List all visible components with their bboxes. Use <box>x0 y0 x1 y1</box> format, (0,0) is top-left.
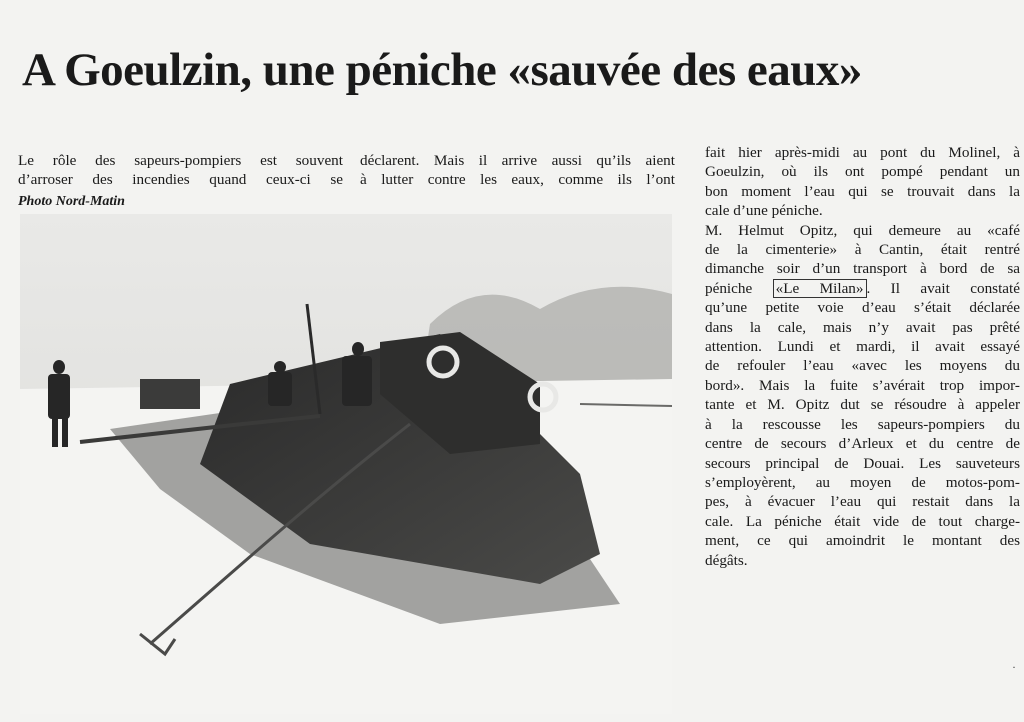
column-3-line: à la rescousse les sapeurs-pompiers du <box>705 415 1020 433</box>
column-3-line: qu’une petite voie d’eau s’était déclarée <box>705 299 1020 317</box>
article-column-1 <box>18 151 343 211</box>
column-3-line-part: péniche <box>705 279 753 297</box>
column-3-line: M. Helmut Opitz, qui demeure au «café <box>705 221 1020 239</box>
photo-credit: Photo Nord-Matin <box>18 193 125 209</box>
barge-name-box: «Le Milan» <box>773 279 867 298</box>
column-3-line: s’employèrent, au moyen de motos-pom- <box>705 473 1020 491</box>
column-3-line: dans la cale, mais n’y avait pas prêté <box>705 318 1020 336</box>
column-3-line: tante et M. Opitz dut se résoudre à appeler <box>705 396 1020 414</box>
column-3-line-boxed <box>705 279 1020 298</box>
column-3-line: ment, ce qui amoindrit le montant des <box>705 532 1020 550</box>
column-3-line: dimanche soir d’un transport à bord de sa <box>705 260 1020 278</box>
column-3-line: cale. La péniche était vide de tout charge- <box>705 512 1020 530</box>
photo-illustration <box>20 214 672 714</box>
headline: A Goeulzin, une péniche «sauvée des eaux» <box>22 44 862 97</box>
sinking-barge-photo <box>20 214 672 714</box>
column-3-line: de refouler l’eau «avec les moyens du <box>705 357 1020 375</box>
column-3-line: centre de secours d’Arleux et du centre de <box>705 435 1020 453</box>
column-3-line: Goeulzin, où ils ont pompé pendant un <box>705 163 1020 181</box>
column-3-line-part: . Il avait constaté <box>866 279 1021 297</box>
column-3-line: attention. Lundi et mardi, il avait essayé <box>705 338 1020 356</box>
column-2-line: déclarent. Mais il arrive aussi qu’ils aient <box>360 152 675 169</box>
column-3-line: fait hier après-midi au pont du Molinel, à <box>705 144 1020 161</box>
tugboat <box>140 379 200 409</box>
page-mark: · <box>1012 660 1016 674</box>
column-2-line: à lutter contre les eaux, comme ils l’ont <box>360 171 675 189</box>
column-3-line: cale d’une péniche. <box>705 202 823 220</box>
column-3-line: bon moment l’eau qui se trouvait dans la <box>705 182 1020 200</box>
column-3-line: dégâts. <box>705 551 748 569</box>
column-1-line: d’arroser des incendies quand ceux-ci se <box>18 171 343 189</box>
column-3-line: bord». Mais la fuite s’avérait trop impor- <box>705 376 1020 394</box>
article-column-3 <box>705 143 1020 570</box>
column-3-line: secours principal de Douai. Les sauveteurs <box>705 454 1020 472</box>
article-column-2 <box>360 151 675 190</box>
column-3-line: pes, à évacuer l’eau qui restait dans la <box>705 493 1020 511</box>
column-3-line: de la cimenterie» à Cantin, était rentré <box>705 241 1020 259</box>
column-1-line: Le rôle des sapeurs-pompiers est souvent <box>18 152 343 169</box>
